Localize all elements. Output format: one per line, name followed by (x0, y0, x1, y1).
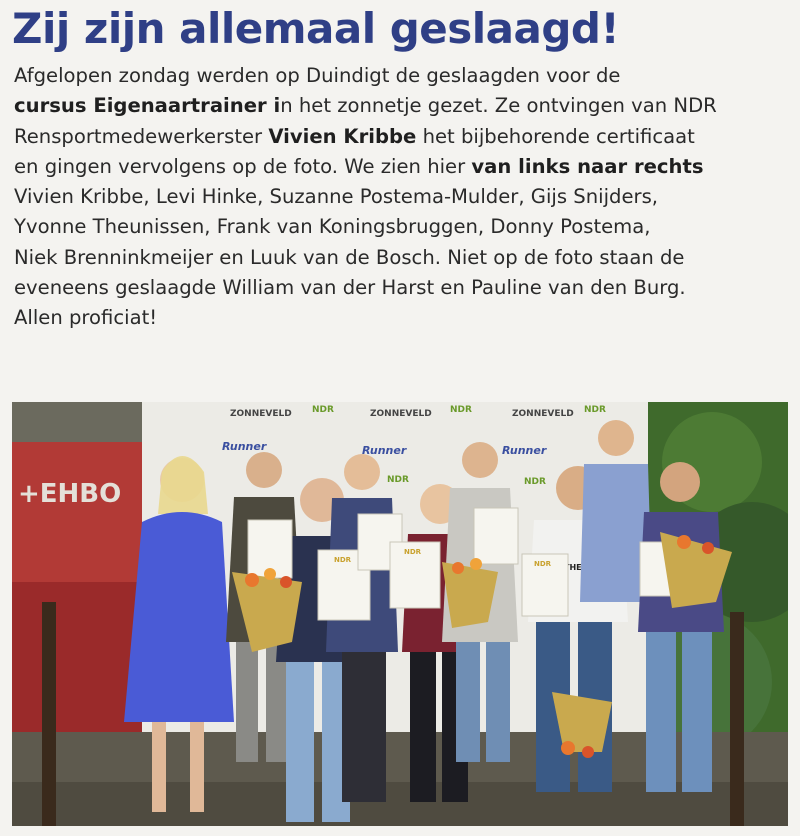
svg-text:NDR: NDR (334, 556, 352, 564)
svg-text:Runner: Runner (502, 444, 547, 457)
body-line (14, 152, 794, 182)
text-run: en gingen vervolgens op de foto. We zien hier (14, 154, 472, 178)
body-line (14, 122, 794, 152)
bold-phrase: cursus Eigenaartrainer i (14, 94, 281, 118)
svg-text:ZONNEVELD: ZONNEVELD (370, 409, 432, 419)
svg-text:NDR: NDR (534, 560, 552, 568)
group-photo (12, 402, 788, 826)
svg-text:NDR: NDR (387, 475, 409, 485)
body-line (14, 182, 794, 212)
ehbo-sign: +EHBO (18, 479, 122, 509)
body-line (14, 91, 794, 121)
text-run: n het zonnetje gezet. Ze ontvingen van NDR (280, 94, 717, 118)
headline: Zij zijn allemaal geslaagd! (12, 4, 620, 53)
text-run: eveneens geslaagde William van der Harst en Pauline van den Burg. (14, 276, 686, 300)
svg-text:ZONNEVELD: ZONNEVELD (512, 409, 574, 419)
body-line (14, 212, 794, 242)
text-run: het bijbehorende certificaat (416, 124, 695, 148)
text-run: Rensportmedewerkerster (14, 124, 269, 148)
body-line (14, 243, 794, 273)
text-run: Niek Brenninkmeijer en Luuk van de Bosch. Niet op de foto staan de (14, 245, 685, 269)
svg-text:NDR: NDR (404, 548, 422, 556)
svg-text:NDR: NDR (450, 405, 472, 415)
text-run: Yvonne Theunissen, Frank van Koningsbruggen, Donny Postema, (14, 215, 651, 239)
svg-text:Runner: Runner (222, 440, 267, 453)
svg-text:ZONNEVELD: ZONNEVELD (230, 409, 292, 419)
svg-text:NDR: NDR (312, 405, 334, 415)
body-line (14, 273, 794, 303)
rope-post (42, 602, 56, 826)
svg-text:Runner: Runner (362, 444, 407, 457)
text-run: Afgelopen zondag werden op Duindigt de geslaagden voor de (14, 64, 621, 87)
svg-text:NDR: NDR (524, 477, 546, 487)
svg-text:NDR: NDR (584, 405, 606, 415)
bold-phrase: Vivien Kribbe (268, 124, 417, 148)
body-line (14, 303, 794, 333)
text-run: Allen proficiat! (14, 306, 158, 330)
tshirt-text: THE (564, 563, 582, 572)
text-run: Vivien Kribbe, Levi Hinke, Suzanne Postema-Mulder, Gijs Snijders, (14, 185, 659, 209)
bold-phrase: van links naar rechts (471, 154, 704, 178)
body-line (14, 61, 794, 91)
article-body (14, 61, 794, 334)
rope-post (730, 612, 744, 826)
